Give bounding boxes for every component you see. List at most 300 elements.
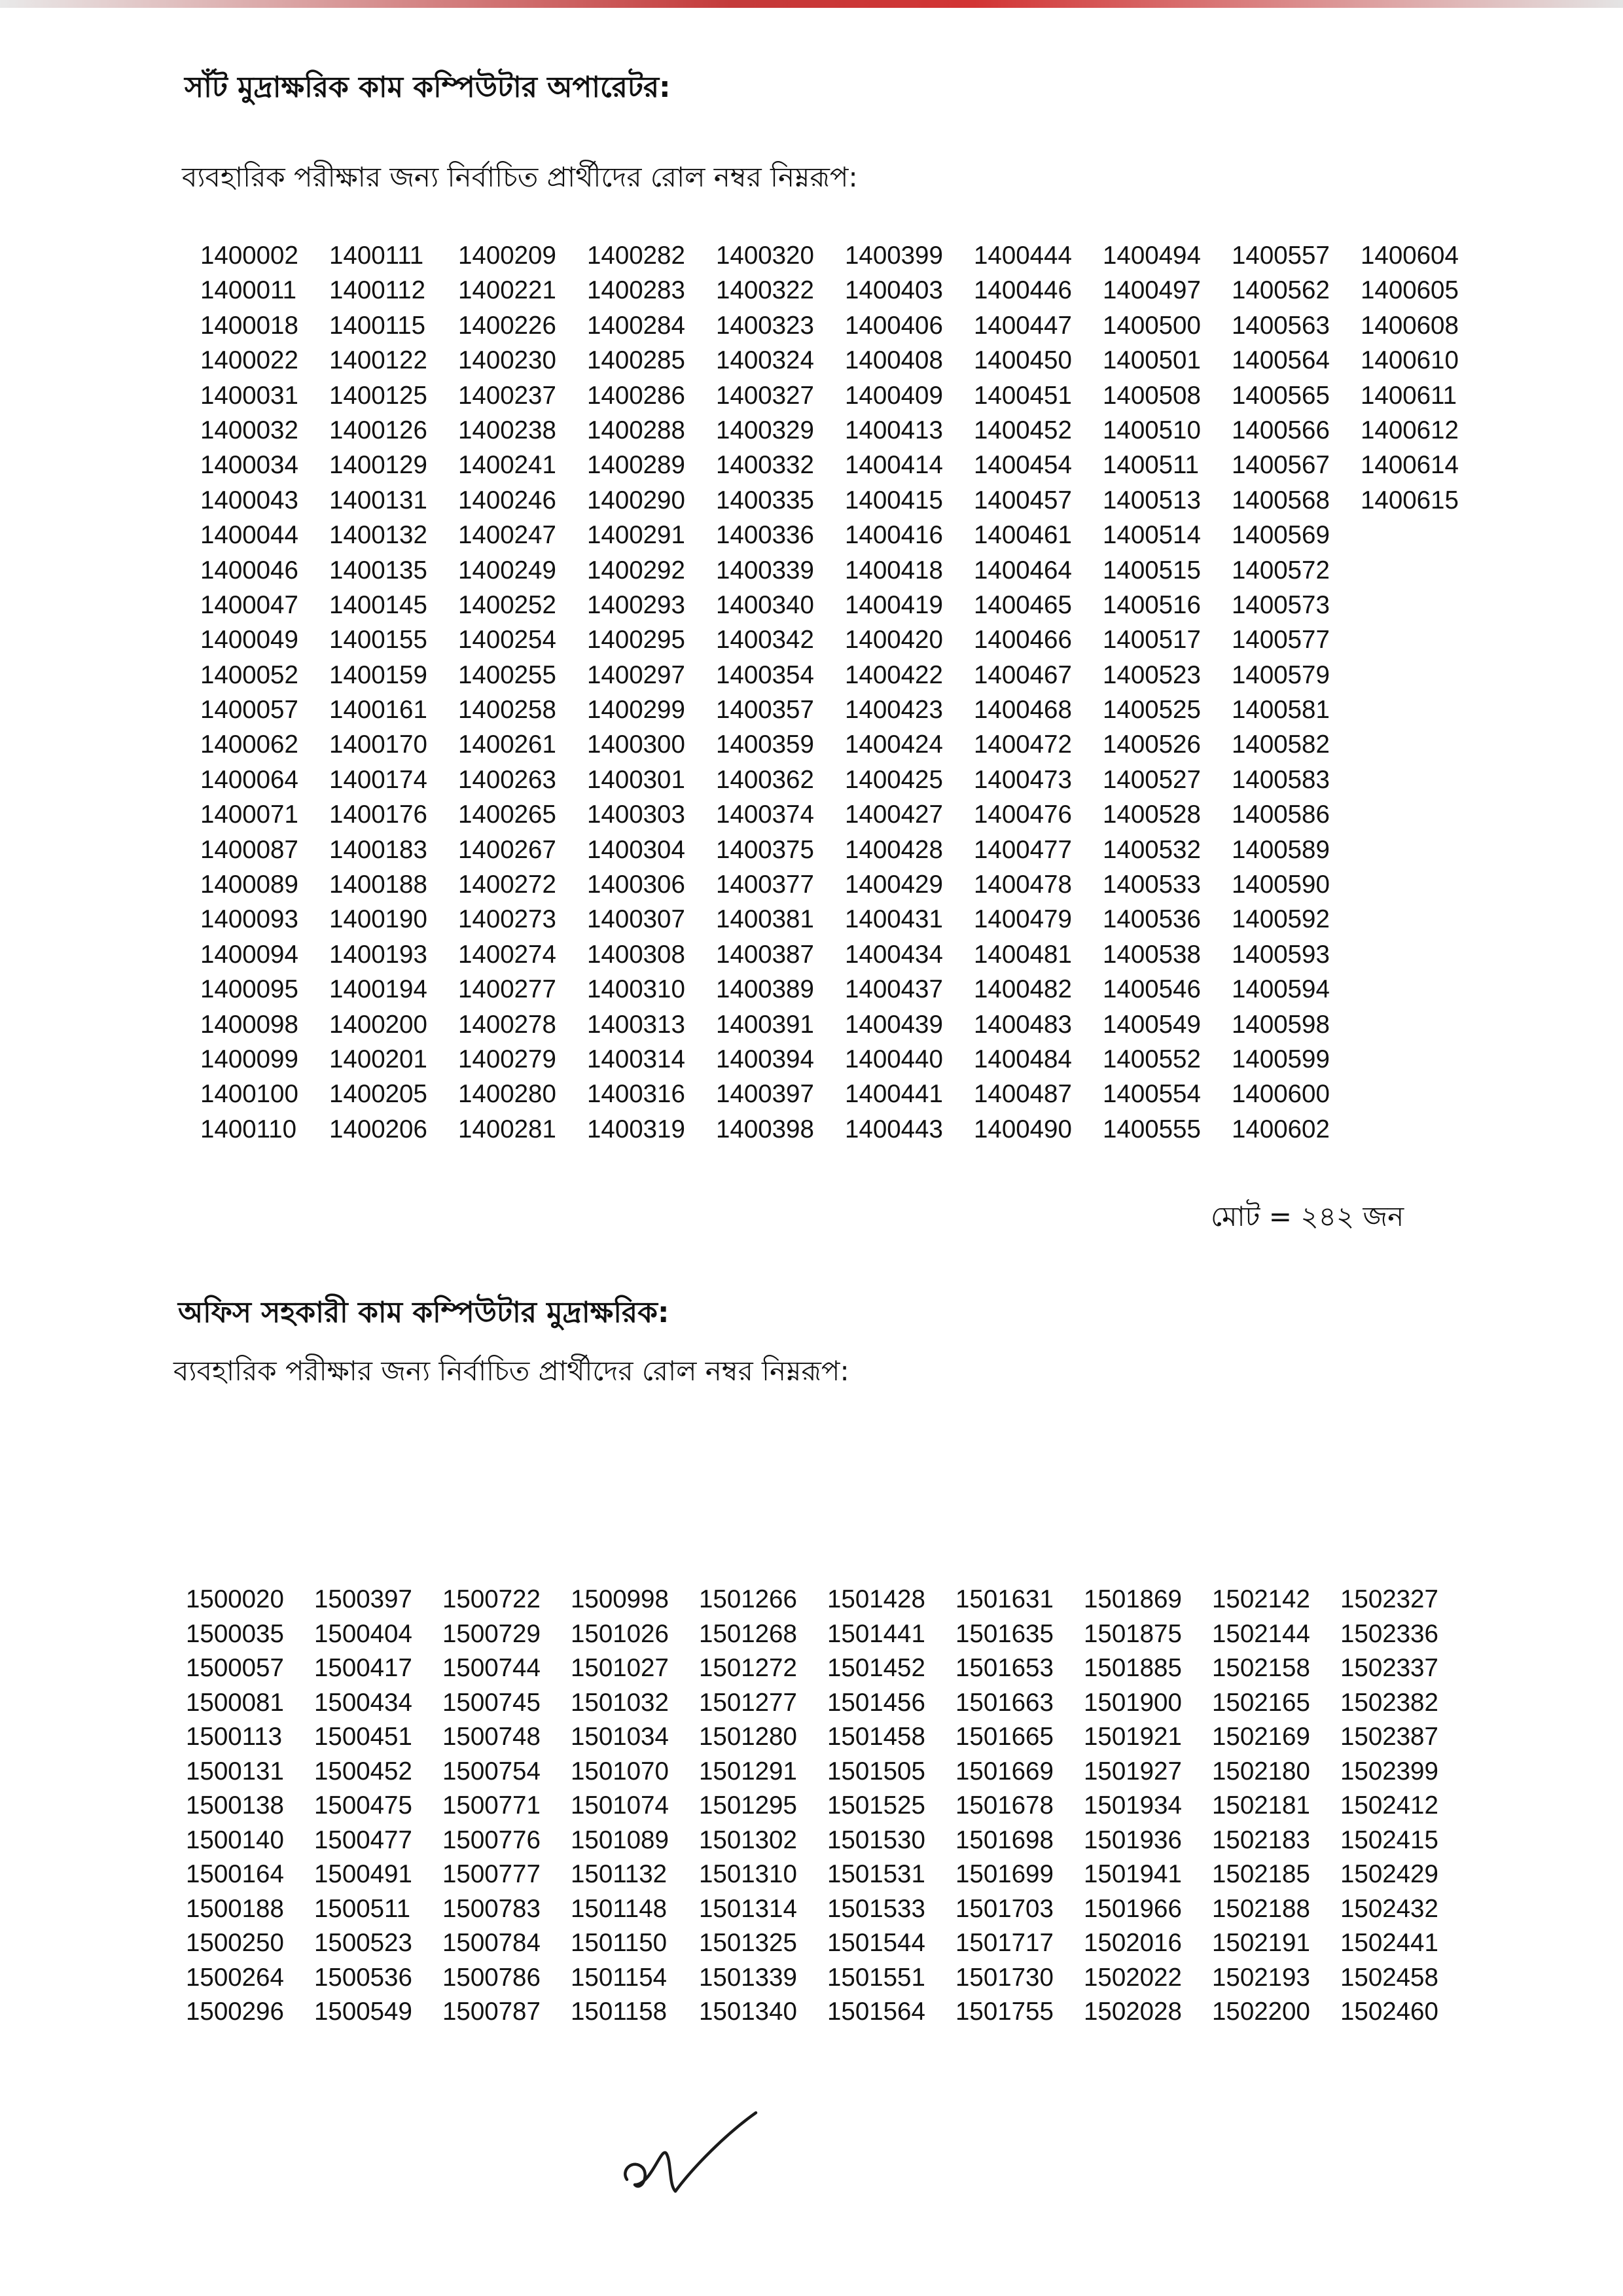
roll-number: 1400516 bbox=[1103, 590, 1201, 619]
roll-number: 1400598 bbox=[1232, 1010, 1330, 1039]
roll-number: 1502429 bbox=[1340, 1860, 1438, 1888]
roll-number: 1400478 bbox=[974, 870, 1072, 899]
roll-number: 1500722 bbox=[442, 1585, 541, 1613]
roll-number: 1400340 bbox=[716, 590, 814, 619]
roll-number: 1400303 bbox=[587, 800, 685, 829]
roll-number: 1400523 bbox=[1103, 660, 1201, 689]
roll-number: 1400419 bbox=[845, 590, 943, 619]
roll-number: 1400293 bbox=[587, 590, 685, 619]
roll-number: 1400194 bbox=[329, 975, 427, 1004]
roll-number: 1400329 bbox=[716, 416, 814, 444]
roll-number: 1500745 bbox=[442, 1688, 541, 1717]
roll-number: 1400332 bbox=[716, 451, 814, 480]
roll-number: 1400299 bbox=[587, 696, 685, 725]
roll-number: 1501339 bbox=[699, 1963, 797, 1992]
roll-number: 1400247 bbox=[458, 521, 556, 550]
roll-number: 1400573 bbox=[1232, 590, 1330, 619]
roll-number: 1502183 bbox=[1212, 1825, 1310, 1854]
roll-number: 1400414 bbox=[845, 451, 943, 480]
top-edge-bar bbox=[0, 0, 1623, 8]
roll-number: 1400510 bbox=[1103, 416, 1201, 444]
roll-number: 1501525 bbox=[827, 1791, 925, 1820]
roll-number: 1400568 bbox=[1232, 486, 1330, 514]
roll-number: 1400612 bbox=[1361, 416, 1459, 444]
roll-number: 1400011 bbox=[200, 276, 297, 305]
roll-number: 1502337 bbox=[1340, 1654, 1438, 1682]
roll-number: 1400555 bbox=[1103, 1115, 1201, 1143]
roll-number: 1400255 bbox=[458, 660, 556, 689]
roll-number: 1400387 bbox=[716, 940, 814, 969]
roll-number: 1400418 bbox=[845, 556, 943, 584]
roll-number: 1400188 bbox=[329, 870, 427, 899]
roll-number: 1501027 bbox=[571, 1654, 669, 1682]
roll-number: 1400200 bbox=[329, 1010, 427, 1039]
roll-number: 1400447 bbox=[974, 311, 1072, 340]
roll-number: 1500786 bbox=[442, 1963, 541, 1992]
roll-number: 1400155 bbox=[329, 626, 427, 655]
roll-number: 1502432 bbox=[1340, 1894, 1438, 1923]
roll-number: 1400284 bbox=[587, 311, 685, 340]
roll-number: 1400423 bbox=[845, 696, 943, 725]
roll-number: 1501635 bbox=[955, 1619, 1054, 1648]
roll-number: 1500250 bbox=[186, 1929, 284, 1957]
section2-column bbox=[1084, 1583, 1212, 2030]
roll-number: 1400399 bbox=[845, 242, 943, 270]
roll-number: 1400135 bbox=[329, 556, 427, 584]
signature-mark bbox=[615, 2108, 772, 2206]
roll-number: 1400446 bbox=[974, 276, 1072, 305]
roll-number: 1500020 bbox=[186, 1585, 284, 1613]
roll-number: 1501533 bbox=[827, 1894, 925, 1923]
roll-number: 1400049 bbox=[200, 626, 298, 655]
roll-number: 1400589 bbox=[1232, 835, 1330, 864]
roll-number: 1400569 bbox=[1232, 521, 1330, 550]
roll-number: 1400159 bbox=[329, 660, 427, 689]
roll-number: 1400429 bbox=[845, 870, 943, 899]
roll-number: 1400479 bbox=[974, 905, 1072, 934]
roll-number: 1400586 bbox=[1232, 800, 1330, 829]
roll-number: 1400605 bbox=[1361, 276, 1459, 305]
roll-number: 1400280 bbox=[458, 1080, 556, 1109]
section2-column bbox=[1340, 1583, 1469, 2030]
roll-number: 1501456 bbox=[827, 1688, 925, 1717]
roll-number: 1400615 bbox=[1361, 486, 1459, 514]
roll-number: 1502327 bbox=[1340, 1585, 1438, 1613]
roll-number: 1400125 bbox=[329, 381, 427, 410]
roll-number: 1501669 bbox=[955, 1757, 1054, 1785]
roll-number: 1400306 bbox=[587, 870, 685, 899]
roll-number: 1501755 bbox=[955, 1998, 1054, 2026]
roll-number: 1400375 bbox=[716, 835, 814, 864]
roll-number: 1501302 bbox=[699, 1825, 797, 1854]
roll-number: 1501074 bbox=[571, 1791, 669, 1820]
roll-number: 1400279 bbox=[458, 1045, 556, 1073]
roll-number: 1400441 bbox=[845, 1080, 943, 1109]
roll-number: 1400289 bbox=[587, 451, 685, 480]
roll-number: 1400428 bbox=[845, 835, 943, 864]
roll-number: 1400533 bbox=[1103, 870, 1201, 899]
roll-number: 1501531 bbox=[827, 1860, 925, 1888]
roll-number: 1501026 bbox=[571, 1619, 669, 1648]
roll-number: 1501678 bbox=[955, 1791, 1054, 1820]
roll-number: 1400327 bbox=[716, 381, 814, 410]
roll-number: 1400226 bbox=[458, 311, 556, 340]
roll-number: 1400094 bbox=[200, 940, 298, 969]
section1-column bbox=[200, 238, 329, 1147]
roll-number: 1400274 bbox=[458, 940, 556, 969]
roll-number: 1400600 bbox=[1232, 1080, 1330, 1109]
roll-number: 1400209 bbox=[458, 242, 556, 270]
roll-number: 1400170 bbox=[329, 730, 427, 759]
roll-number: 1400046 bbox=[200, 556, 298, 584]
roll-number: 1500264 bbox=[186, 1963, 284, 1992]
roll-number: 1501070 bbox=[571, 1757, 669, 1785]
roll-number: 1400098 bbox=[200, 1010, 298, 1039]
roll-number: 1501268 bbox=[699, 1619, 797, 1648]
roll-number: 1400527 bbox=[1103, 765, 1201, 794]
roll-number: 1400497 bbox=[1103, 276, 1201, 305]
roll-number: 1501150 bbox=[571, 1929, 668, 1957]
section1-column bbox=[458, 238, 587, 1147]
section2-roll-grid bbox=[186, 1583, 1469, 2030]
roll-number: 1400071 bbox=[200, 800, 298, 829]
roll-number: 1400126 bbox=[329, 416, 427, 444]
roll-number: 1500787 bbox=[442, 1998, 541, 2026]
roll-number: 1400594 bbox=[1232, 975, 1330, 1004]
roll-number: 1400602 bbox=[1232, 1115, 1330, 1143]
roll-number: 1400301 bbox=[587, 765, 685, 794]
roll-number: 1400062 bbox=[200, 730, 298, 759]
roll-number: 1400454 bbox=[974, 451, 1072, 480]
roll-number: 1400494 bbox=[1103, 242, 1201, 270]
roll-number: 1501875 bbox=[1084, 1619, 1182, 1648]
roll-number: 1400564 bbox=[1232, 346, 1330, 375]
roll-number: 1500776 bbox=[442, 1825, 541, 1854]
roll-number: 1400413 bbox=[845, 416, 943, 444]
roll-number: 1400466 bbox=[974, 626, 1072, 655]
roll-number: 1400517 bbox=[1103, 626, 1201, 655]
roll-number: 1500783 bbox=[442, 1894, 541, 1923]
roll-number: 1400241 bbox=[458, 451, 556, 480]
roll-number: 1500296 bbox=[186, 1998, 284, 2026]
roll-number: 1400324 bbox=[716, 346, 814, 375]
roll-number: 1400579 bbox=[1232, 660, 1330, 689]
roll-number: 1400052 bbox=[200, 660, 298, 689]
roll-number: 1501703 bbox=[955, 1894, 1054, 1923]
roll-number: 1400582 bbox=[1232, 730, 1330, 759]
roll-number: 1500784 bbox=[442, 1929, 541, 1957]
roll-number: 1400183 bbox=[329, 835, 427, 864]
roll-number: 1400487 bbox=[974, 1080, 1072, 1109]
section2-column bbox=[955, 1583, 1084, 2030]
roll-number: 1500511 bbox=[314, 1894, 411, 1923]
roll-number: 1400563 bbox=[1232, 311, 1330, 340]
roll-number: 1400307 bbox=[587, 905, 685, 934]
section2-title: অফিস সহকারী কাম কম্পিউটার মুদ্রাক্ষরিক: bbox=[178, 1296, 669, 1329]
roll-number: 1400427 bbox=[845, 800, 943, 829]
roll-number: 1501158 bbox=[571, 1998, 668, 2026]
roll-number: 1501277 bbox=[699, 1688, 797, 1717]
roll-number: 1400461 bbox=[974, 521, 1072, 550]
roll-number: 1400599 bbox=[1232, 1045, 1330, 1073]
roll-number: 1400500 bbox=[1103, 311, 1201, 340]
roll-number: 1501505 bbox=[827, 1757, 925, 1785]
roll-number: 1501941 bbox=[1084, 1860, 1182, 1888]
roll-number: 1501428 bbox=[827, 1585, 925, 1613]
roll-number: 1502193 bbox=[1212, 1963, 1310, 1992]
roll-number: 1400132 bbox=[329, 521, 427, 550]
roll-number: 1502460 bbox=[1340, 1998, 1438, 2026]
roll-number: 1400064 bbox=[200, 765, 298, 794]
roll-number: 1501452 bbox=[827, 1654, 925, 1682]
roll-number: 1400611 bbox=[1361, 381, 1457, 410]
roll-number: 1501032 bbox=[571, 1688, 669, 1717]
roll-number: 1400322 bbox=[716, 276, 814, 305]
roll-number: 1500771 bbox=[442, 1791, 541, 1820]
roll-number: 1400592 bbox=[1232, 905, 1330, 934]
roll-number: 1400272 bbox=[458, 870, 556, 899]
roll-number: 1400031 bbox=[200, 381, 298, 410]
roll-number: 1400193 bbox=[329, 940, 427, 969]
roll-number: 1400237 bbox=[458, 381, 556, 410]
roll-number: 1400252 bbox=[458, 590, 556, 619]
section1-column bbox=[1361, 238, 1489, 1147]
roll-number: 1400022 bbox=[200, 346, 298, 375]
roll-number: 1502142 bbox=[1212, 1585, 1310, 1613]
roll-number: 1400525 bbox=[1103, 696, 1201, 725]
roll-number: 1502180 bbox=[1212, 1757, 1310, 1785]
roll-number: 1400291 bbox=[587, 521, 685, 550]
roll-number: 1400422 bbox=[845, 660, 943, 689]
roll-number: 1400536 bbox=[1103, 905, 1201, 934]
roll-number: 1501698 bbox=[955, 1825, 1054, 1854]
roll-number: 1400295 bbox=[587, 626, 685, 655]
roll-number: 1400310 bbox=[587, 975, 685, 1004]
roll-number: 1500131 bbox=[186, 1757, 284, 1785]
roll-number: 1502387 bbox=[1340, 1723, 1438, 1751]
roll-number: 1500748 bbox=[442, 1723, 541, 1751]
roll-number: 1400397 bbox=[716, 1080, 814, 1109]
roll-number: 1500057 bbox=[186, 1654, 284, 1682]
roll-number: 1501544 bbox=[827, 1929, 925, 1957]
roll-number: 1502165 bbox=[1212, 1688, 1310, 1717]
roll-number: 1400308 bbox=[587, 940, 685, 969]
roll-number: 1500536 bbox=[314, 1963, 412, 1992]
roll-number: 1400319 bbox=[587, 1115, 685, 1143]
roll-number: 1400357 bbox=[716, 696, 814, 725]
roll-number: 1502399 bbox=[1340, 1757, 1438, 1785]
roll-number: 1400100 bbox=[200, 1080, 298, 1109]
roll-number: 1500113 bbox=[186, 1723, 283, 1751]
roll-number: 1400377 bbox=[716, 870, 814, 899]
roll-number: 1501340 bbox=[699, 1998, 797, 2026]
roll-number: 1500523 bbox=[314, 1929, 412, 1957]
section1-column bbox=[716, 238, 845, 1147]
roll-number: 1501291 bbox=[699, 1757, 797, 1785]
roll-number: 1400002 bbox=[200, 242, 298, 270]
roll-number: 1501653 bbox=[955, 1654, 1054, 1682]
roll-number: 1400389 bbox=[716, 975, 814, 1004]
roll-number: 1501280 bbox=[699, 1723, 797, 1751]
roll-number: 1400283 bbox=[587, 276, 685, 305]
roll-number: 1500138 bbox=[186, 1791, 284, 1820]
roll-number: 1501699 bbox=[955, 1860, 1054, 1888]
roll-number: 1502158 bbox=[1212, 1654, 1310, 1682]
roll-number: 1400246 bbox=[458, 486, 556, 514]
roll-number: 1502016 bbox=[1084, 1929, 1182, 1957]
roll-number: 1500729 bbox=[442, 1619, 541, 1648]
roll-number: 1400297 bbox=[587, 660, 685, 689]
roll-number: 1501089 bbox=[571, 1825, 669, 1854]
roll-number: 1400032 bbox=[200, 416, 298, 444]
roll-number: 1400552 bbox=[1103, 1045, 1201, 1073]
roll-number: 1400572 bbox=[1232, 556, 1330, 584]
roll-number: 1400483 bbox=[974, 1010, 1072, 1039]
roll-number: 1400467 bbox=[974, 660, 1072, 689]
roll-number: 1400614 bbox=[1361, 451, 1459, 480]
roll-number: 1400408 bbox=[845, 346, 943, 375]
roll-number: 1400549 bbox=[1103, 1010, 1201, 1039]
roll-number: 1400434 bbox=[845, 940, 943, 969]
roll-number: 1400391 bbox=[716, 1010, 814, 1039]
section1-column bbox=[1232, 238, 1361, 1147]
roll-number: 1400508 bbox=[1103, 381, 1201, 410]
roll-number: 1400562 bbox=[1232, 276, 1330, 305]
roll-number: 1501730 bbox=[955, 1963, 1054, 1992]
roll-number: 1400145 bbox=[329, 590, 427, 619]
roll-number: 1500081 bbox=[186, 1688, 284, 1717]
roll-number: 1501927 bbox=[1084, 1757, 1182, 1785]
roll-number: 1502200 bbox=[1212, 1998, 1310, 2026]
roll-number: 1501900 bbox=[1084, 1688, 1182, 1717]
roll-number: 1400546 bbox=[1103, 975, 1201, 1004]
roll-number: 1400122 bbox=[329, 346, 427, 375]
roll-number: 1400129 bbox=[329, 451, 427, 480]
roll-number: 1500998 bbox=[571, 1585, 669, 1613]
roll-number: 1500417 bbox=[314, 1654, 412, 1682]
roll-number: 1400099 bbox=[200, 1045, 298, 1073]
roll-number: 1400416 bbox=[845, 521, 943, 550]
roll-number: 1400354 bbox=[716, 660, 814, 689]
section1-roll-grid bbox=[200, 238, 1489, 1147]
roll-number: 1400261 bbox=[458, 730, 556, 759]
roll-number: 1400201 bbox=[329, 1045, 427, 1073]
roll-number: 1400381 bbox=[716, 905, 814, 934]
section2-column bbox=[314, 1583, 442, 2030]
roll-number: 1502169 bbox=[1212, 1723, 1310, 1751]
roll-number: 1502028 bbox=[1084, 1998, 1182, 2026]
roll-number: 1400444 bbox=[974, 242, 1072, 270]
roll-number: 1400314 bbox=[587, 1045, 685, 1073]
roll-number: 1400481 bbox=[974, 940, 1072, 969]
section1-column bbox=[1103, 238, 1232, 1147]
roll-number: 1500475 bbox=[314, 1791, 412, 1820]
roll-number: 1400093 bbox=[200, 905, 298, 934]
roll-number: 1501966 bbox=[1084, 1894, 1182, 1923]
roll-number: 1400409 bbox=[845, 381, 943, 410]
roll-number: 1501934 bbox=[1084, 1791, 1182, 1820]
roll-number: 1400018 bbox=[200, 311, 298, 340]
roll-number: 1400095 bbox=[200, 975, 298, 1004]
roll-number: 1400501 bbox=[1103, 346, 1201, 375]
roll-number: 1501310 bbox=[699, 1860, 797, 1888]
roll-number: 1502144 bbox=[1212, 1619, 1310, 1648]
roll-number: 1400313 bbox=[587, 1010, 685, 1039]
roll-number: 1400044 bbox=[200, 521, 298, 550]
roll-number: 1501564 bbox=[827, 1998, 925, 2026]
roll-number: 1400593 bbox=[1232, 940, 1330, 969]
roll-number: 1400205 bbox=[329, 1080, 427, 1109]
roll-number: 1400206 bbox=[329, 1115, 427, 1143]
roll-number: 1400465 bbox=[974, 590, 1072, 619]
section2-column bbox=[442, 1583, 571, 2030]
roll-number: 1400320 bbox=[716, 242, 814, 270]
roll-number: 1502415 bbox=[1340, 1825, 1438, 1854]
roll-number: 1501314 bbox=[699, 1894, 797, 1923]
roll-number: 1400359 bbox=[716, 730, 814, 759]
roll-number: 1400431 bbox=[845, 905, 943, 934]
section1-total: মোট = ২৪২ জন bbox=[1211, 1200, 1404, 1232]
roll-number: 1400323 bbox=[716, 311, 814, 340]
roll-number: 1400443 bbox=[845, 1115, 943, 1143]
roll-number: 1502191 bbox=[1212, 1929, 1310, 1957]
roll-number: 1501631 bbox=[955, 1585, 1054, 1613]
section1-title: সাঁট মুদ্রাক্ষরিক কাম কম্পিউটার অপারেটর: bbox=[185, 71, 671, 104]
roll-number: 1400473 bbox=[974, 765, 1072, 794]
roll-number: 1400362 bbox=[716, 765, 814, 794]
roll-number: 1400590 bbox=[1232, 870, 1330, 899]
section2-column bbox=[1212, 1583, 1340, 2030]
roll-number: 1400285 bbox=[587, 346, 685, 375]
roll-number: 1400265 bbox=[458, 800, 556, 829]
roll-number: 1502022 bbox=[1084, 1963, 1182, 1992]
roll-number: 1400440 bbox=[845, 1045, 943, 1073]
roll-number: 1400089 bbox=[200, 870, 298, 899]
roll-number: 1502188 bbox=[1212, 1894, 1310, 1923]
roll-number: 1400482 bbox=[974, 975, 1072, 1004]
roll-number: 1400258 bbox=[458, 696, 556, 725]
roll-number: 1501458 bbox=[827, 1723, 925, 1751]
roll-number: 1400263 bbox=[458, 765, 556, 794]
section2-column bbox=[827, 1583, 955, 2030]
roll-number: 1400415 bbox=[845, 486, 943, 514]
roll-number: 1400230 bbox=[458, 346, 556, 375]
roll-number: 1400115 bbox=[329, 311, 426, 340]
roll-number: 1400608 bbox=[1361, 311, 1459, 340]
roll-number: 1501295 bbox=[699, 1791, 797, 1820]
roll-number: 1400174 bbox=[329, 765, 427, 794]
roll-number: 1500188 bbox=[186, 1894, 284, 1923]
roll-number: 1400111 bbox=[329, 242, 424, 270]
roll-number: 1400254 bbox=[458, 626, 556, 655]
roll-number: 1400374 bbox=[716, 800, 814, 829]
roll-number: 1501869 bbox=[1084, 1585, 1182, 1613]
roll-number: 1500744 bbox=[442, 1654, 541, 1682]
roll-number: 1501921 bbox=[1084, 1723, 1182, 1751]
roll-number: 1502181 bbox=[1212, 1791, 1310, 1820]
roll-number: 1400515 bbox=[1103, 556, 1201, 584]
roll-number: 1400290 bbox=[587, 486, 685, 514]
roll-number: 1501936 bbox=[1084, 1825, 1182, 1854]
roll-number: 1400316 bbox=[587, 1080, 685, 1109]
roll-number: 1400557 bbox=[1232, 242, 1330, 270]
roll-number: 1400437 bbox=[845, 975, 943, 1004]
roll-number: 1502412 bbox=[1340, 1791, 1438, 1820]
roll-number: 1500397 bbox=[314, 1585, 412, 1613]
roll-number: 1500035 bbox=[186, 1619, 284, 1648]
roll-number: 1501717 bbox=[955, 1929, 1054, 1957]
roll-number: 1400057 bbox=[200, 696, 298, 725]
